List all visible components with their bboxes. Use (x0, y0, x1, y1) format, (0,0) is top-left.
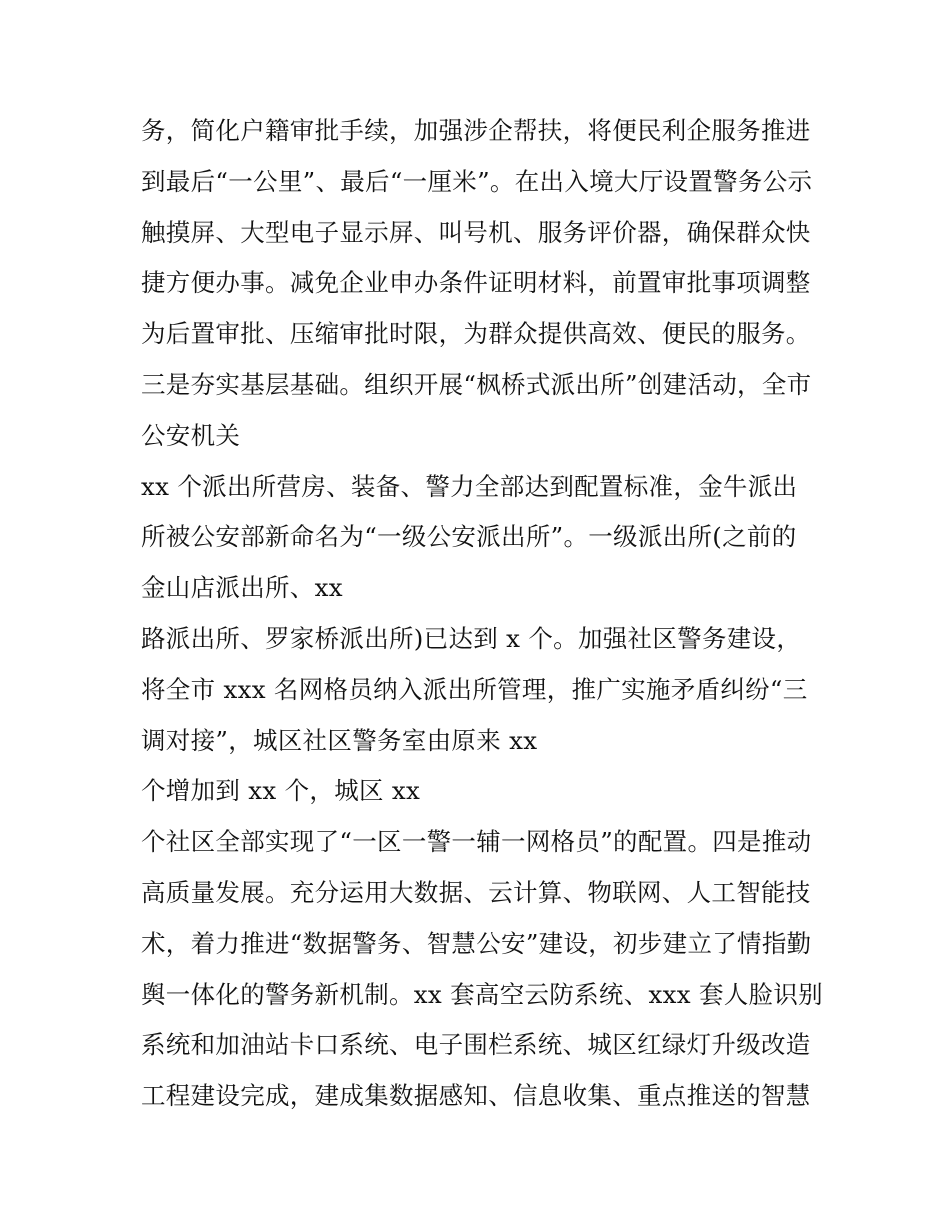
text-line: 所被公安部新命名为“一级公安派出所”。一级派出所(之前的 (141, 522, 797, 552)
text-line: 为后置审批、压缩审批时限，为群众提供高效、便民的服务。 (141, 319, 811, 349)
text-line: 工程建设完成，建成集数据感知、信息收集、重点推送的智慧 (141, 1081, 811, 1111)
text-line: 金山店派出所、xx (141, 573, 343, 603)
text-line: 三是夯实基层基础。组织开展“枫桥式派出所”创建活动，全市 (141, 369, 812, 399)
text-line: 个增加到 xx 个，城区 xx (141, 776, 421, 806)
text-line: 路派出所、罗家桥派出所)已达到 x 个。加强社区警务建设， (141, 623, 802, 653)
text-line: 务，简化户籍审批手续，加强涉企帮扶，将便民利企服务推进 (141, 116, 811, 145)
text-line: 术，着力推进“数据警务、智慧公安”建设，初步建立了情指勤 (141, 928, 812, 958)
text-line: 个社区全部实现了“一区一警一辅一网格员”的配置。四是推动 (141, 827, 812, 857)
text-line: 系统和加油站卡口系统、电子围栏系统、城区红绿灯升级改造 (141, 1030, 811, 1060)
text-line: 高质量发展。充分运用大数据、云计算、物联网、人工智能技 (141, 877, 811, 907)
text-line: 触摸屏、大型电子显示屏、叫号机、服务评价器，确保群众快 (141, 217, 811, 247)
text-line: xx 个派出所营房、装备、警力全部达到配置标准，金牛派出 (141, 471, 798, 501)
text-line: 捷方便办事。减免企业申办条件证明材料，前置审批事项调整 (141, 268, 811, 298)
text-line: 公安机关 (141, 420, 241, 450)
text-line: 舆一体化的警务新机制。xx 套高空云防系统、xxx 套人脸识别 (141, 979, 823, 1009)
text-line: 调对接”，城区社区警务室由原来 xx (141, 725, 538, 755)
text-line: 到最后“一公里”、最后“一厘米”。在出入境大厅设置警务公示 (141, 166, 813, 196)
body-text (141, 106, 831, 1122)
text-line: 将全市 xxx 名网格员纳入派出所管理，推广实施矛盾纠纷“三 (141, 674, 808, 704)
